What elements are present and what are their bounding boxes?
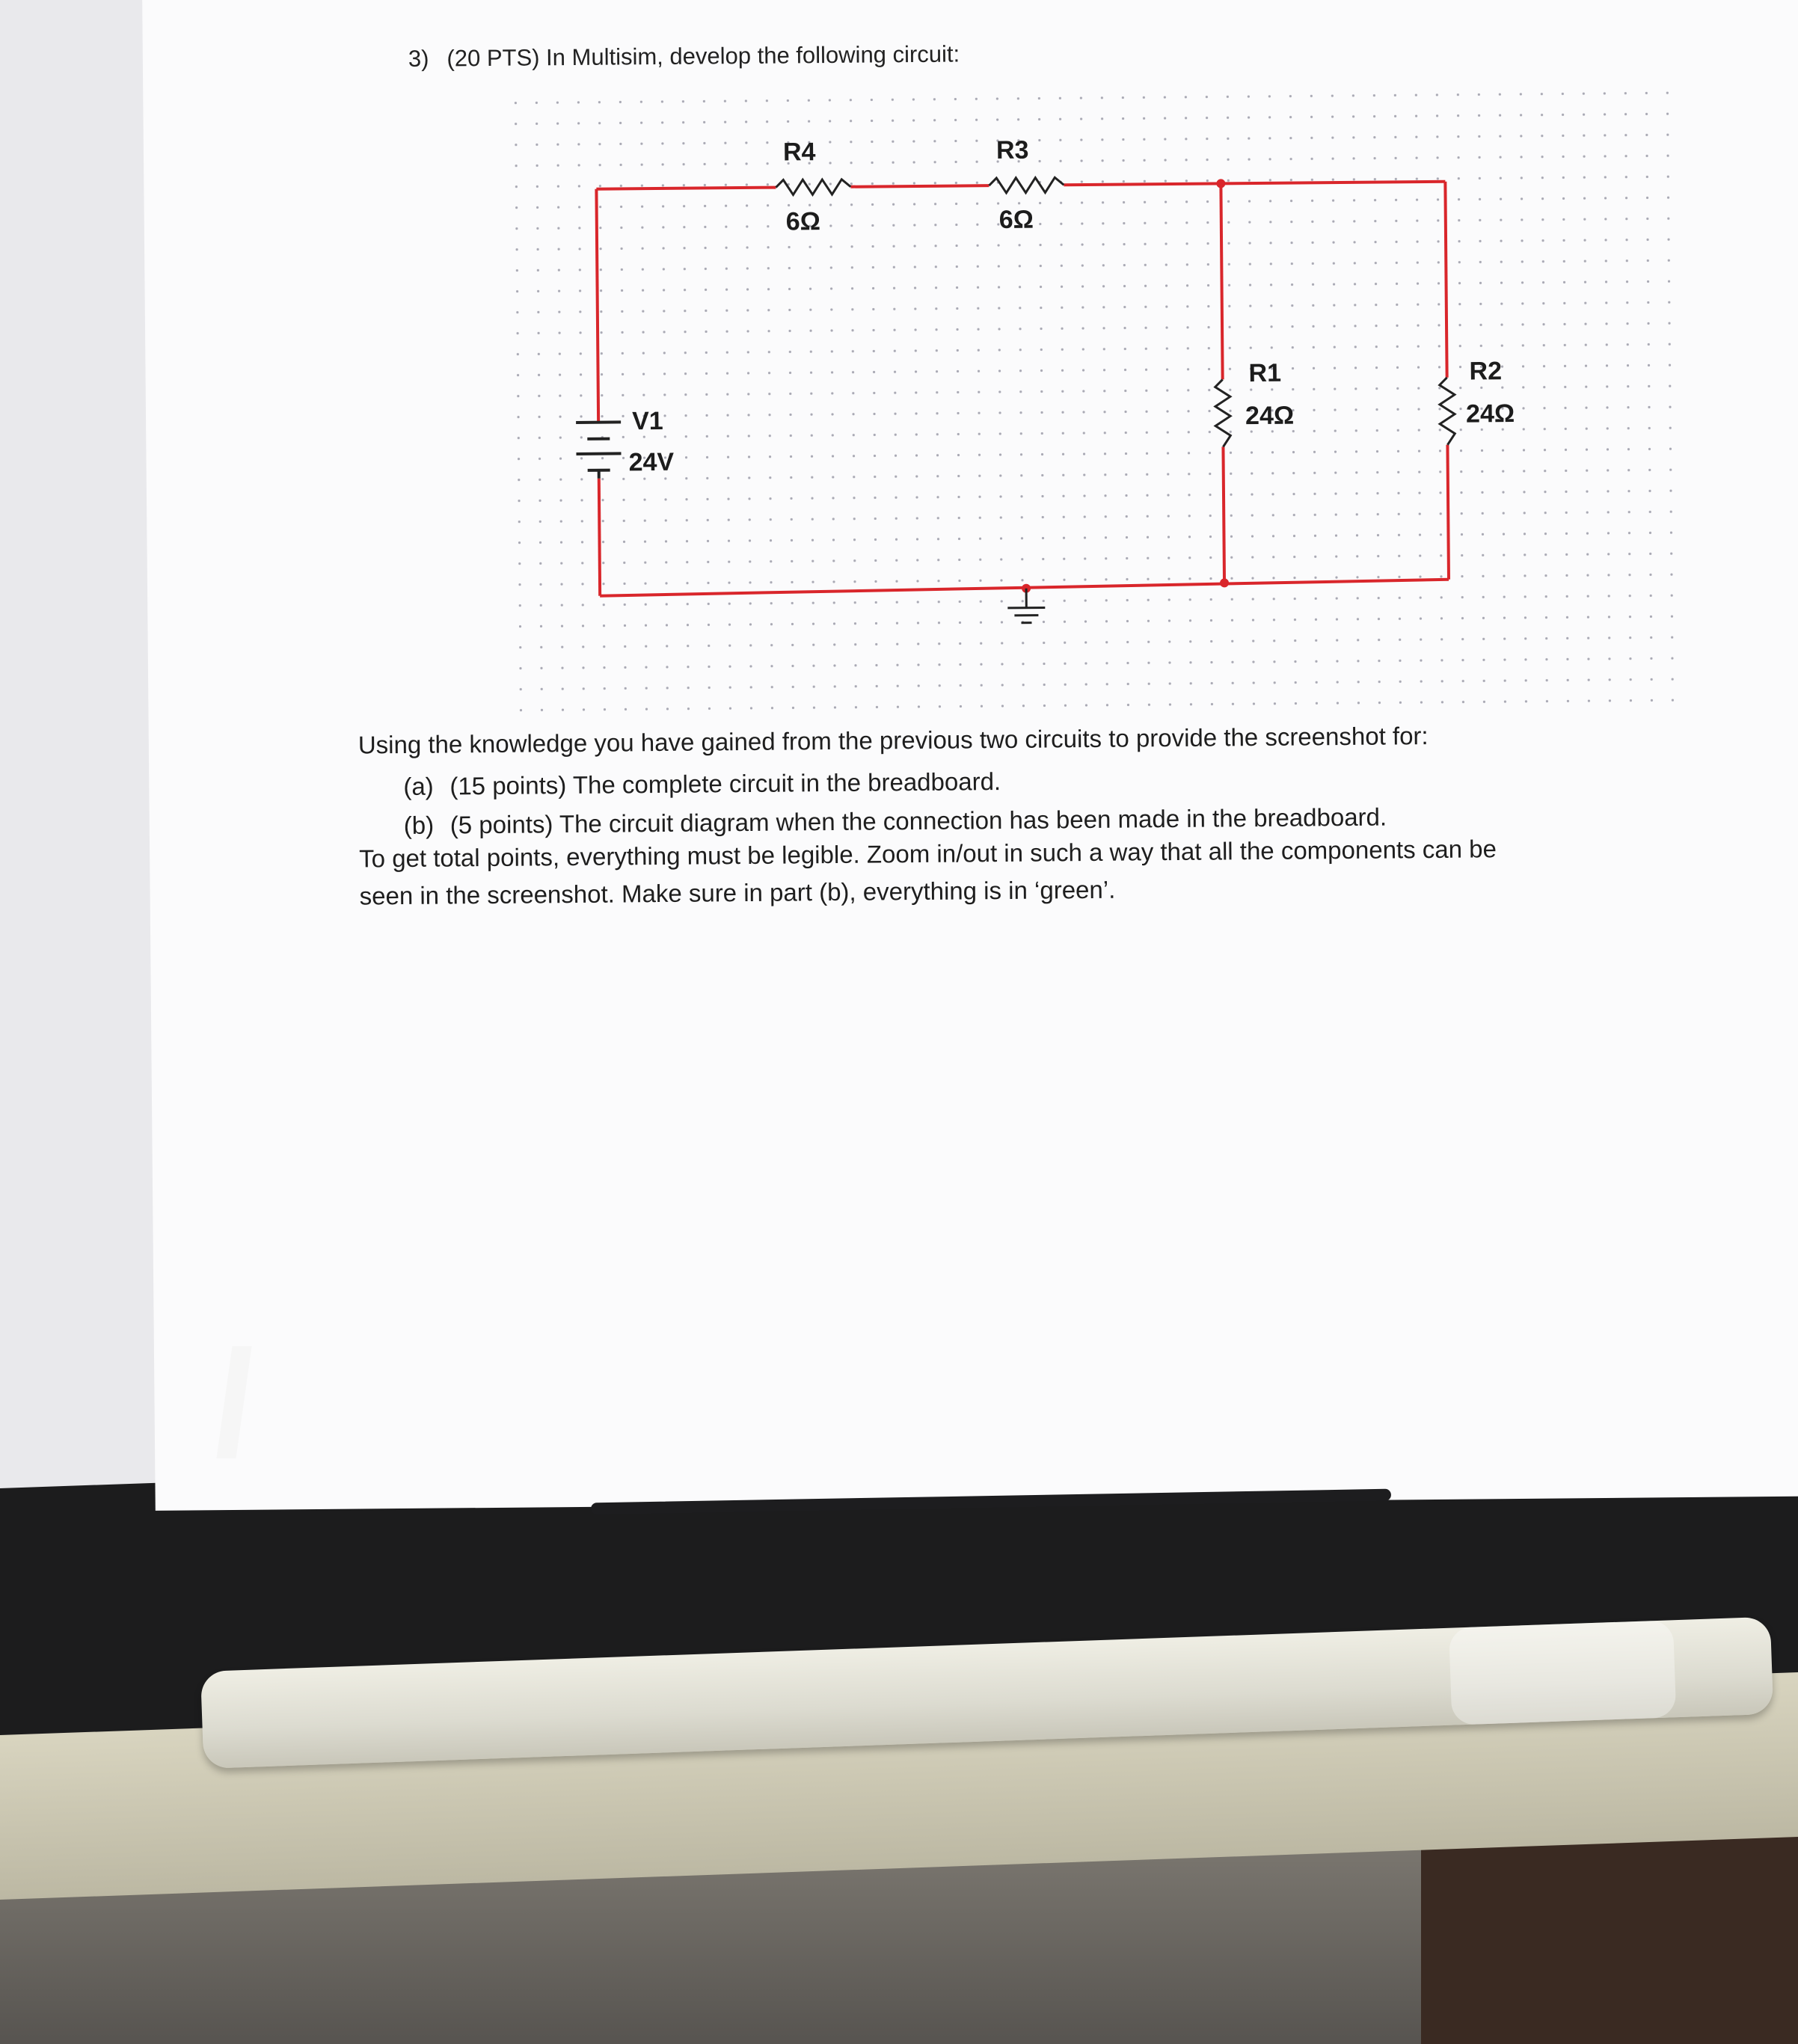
wire-top-left [596,188,776,189]
question-number: 3) [408,45,429,72]
node-bottom [1220,578,1229,587]
schematic-svg [472,91,1689,715]
r1-name: R1 [1248,358,1282,388]
wire-left-top [596,189,598,423]
r2-name: R2 [1469,357,1503,386]
wire-left-bottom [599,479,600,596]
node-top [1216,179,1225,188]
question-text: (20 PTS) In Multisim, develop the following circuit: [447,40,960,72]
document-page [142,0,1798,1511]
instructions-note: To get total points, everything must be legible. Zoom in/out in such a way that all the components can be seen in the screenshot. Make sure in part (b), everything is in ‘green’. [359,835,1497,910]
item-a-text: (15 points) The complete circuit in the breadboard. [450,767,1001,800]
r3-value: 6Ω [998,205,1034,235]
circuit-schematic [472,91,1689,715]
wire-r1-lower [1223,446,1224,581]
v1-name: V1 [631,406,663,436]
wire-r1-upper [1221,183,1222,379]
question-header [408,40,960,72]
wire-top-middle [850,185,989,187]
wire-r2-lower [1447,445,1449,580]
item-b-text: (5 points) The circuit diagram when the connection has been made in the breadboard. [450,802,1387,839]
wire-r2-upper [1445,182,1446,378]
instructions-intro: Using the knowledge you have gained from the previous two circuits to provide the screenshot for: [358,722,1429,759]
instruction-item-a [403,761,1705,801]
v1-value: 24V [628,447,675,477]
item-a-tag: (a) [403,772,434,800]
r4-name: R4 [782,138,816,167]
item-b-tag: (b) [403,811,435,839]
r4-value: 6Ω [785,207,821,236]
r3-name: R3 [995,135,1029,165]
instructions [358,719,1706,915]
r2-value: 24Ω [1465,399,1515,429]
r1-value: 24Ω [1245,401,1295,431]
